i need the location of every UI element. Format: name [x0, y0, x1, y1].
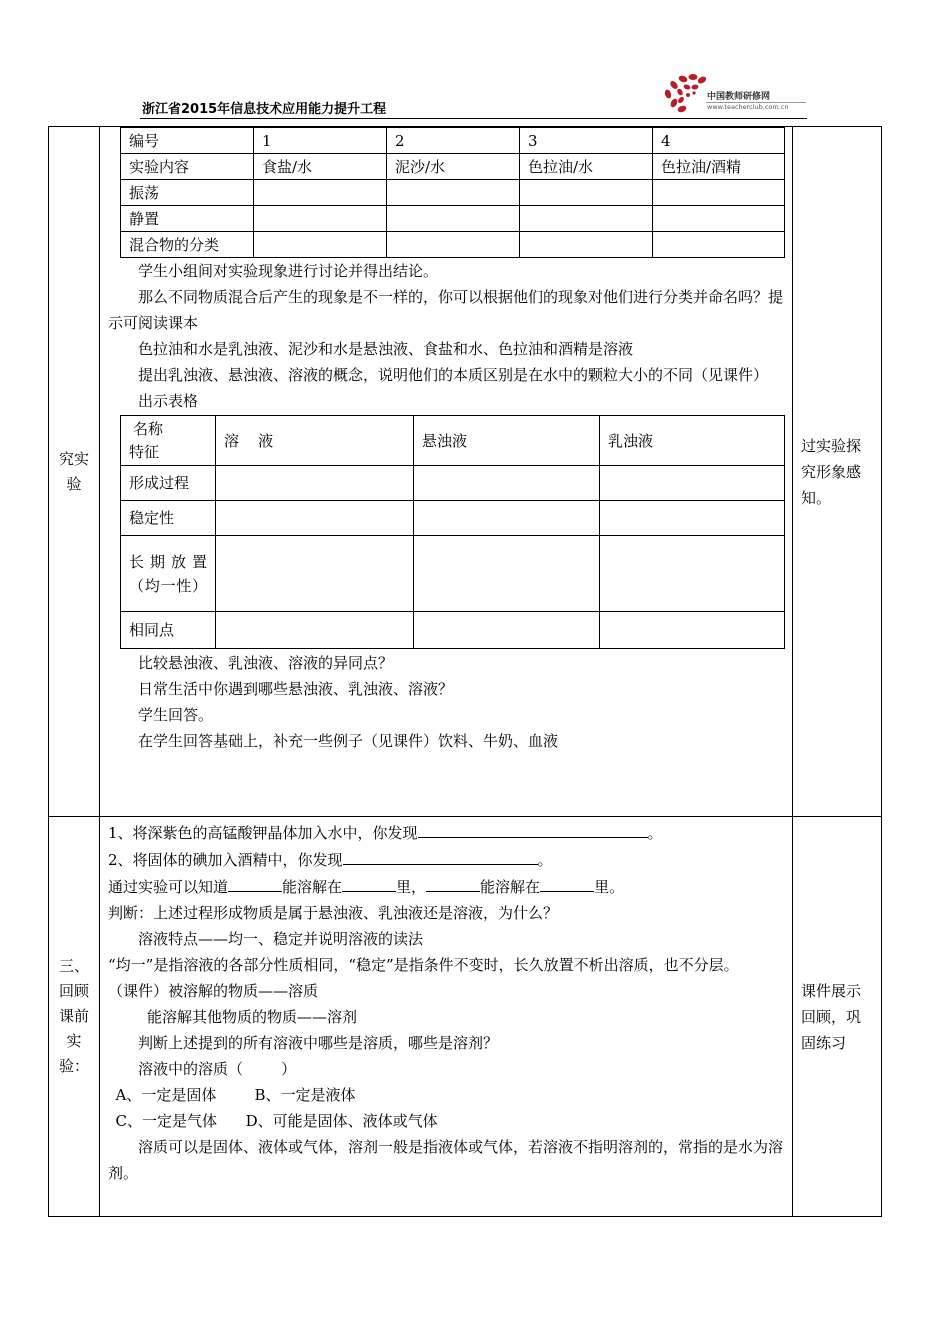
compare-cell [414, 612, 600, 649]
experiment-cell: 2 [387, 128, 520, 154]
section1-note: 过实验探究形象感知。 [793, 127, 882, 817]
blank-field[interactable] [418, 819, 648, 838]
compare-cell [216, 466, 414, 501]
solution-features: 溶液特点——均一、稳定并说明溶液的读法 [138, 930, 424, 948]
header-rule [140, 118, 807, 119]
experiment-row-header: 编号 [121, 128, 254, 154]
experiment-cell: 4 [653, 128, 785, 154]
compare-col-header: 溶 液 [216, 416, 414, 466]
experiment-cell: 泥沙/水 [387, 154, 520, 180]
experiment-row [121, 206, 785, 232]
para-student-answer: 学生回答。 [138, 706, 214, 724]
experiment-cell [520, 206, 653, 232]
blank-field[interactable] [426, 873, 480, 892]
experiment-cell [520, 232, 653, 258]
logo-text: 中国教师研修网 [707, 92, 771, 102]
experiment-cell [387, 206, 520, 232]
experiment-row [121, 232, 785, 258]
compare-col-header: 悬浊液 [414, 416, 600, 466]
para-classify: 那么不同物质混合后产生的现象是不一样的，你可以根据他们的现象对他们进行分类并命名吗？提示可阅读课本 [108, 288, 784, 332]
compare-col-header: 乳浊液 [600, 416, 785, 466]
para-compare: 比较悬浊液、乳浊液、溶液的异同点？ [138, 654, 394, 672]
lesson-plan-table [48, 126, 882, 1217]
compare-cell [414, 536, 600, 612]
experiment-cell [254, 180, 387, 206]
para-answer: 色拉油和水是乳浊液、泥沙和水是悬浊液、食盐和水、色拉油和酒精是溶液 [138, 340, 634, 358]
header-title: 浙江省2015年信息技术应用能力提升工程 [142, 102, 387, 117]
experiment-row-header: 振荡 [121, 180, 254, 206]
experiment-cell: 色拉油/水 [520, 154, 653, 180]
compare-cell [216, 612, 414, 649]
experiment-cell [254, 206, 387, 232]
experiment-cell [254, 232, 387, 258]
solvent-definition: 能溶解其他物质的物质——溶剂 [147, 1008, 358, 1026]
para-daily-life: 日常生活中你遇到哪些悬浊液、乳浊液、溶液？ [138, 680, 454, 698]
choice-options-cd: C、一定是气体 D、可能是固体、液体或气体 [115, 1112, 438, 1130]
experiment-row-header: 静置 [121, 206, 254, 232]
compare-cell [600, 612, 785, 649]
section2-label: 三、回顾课前实验： [49, 817, 100, 1217]
experiment-cell [387, 180, 520, 206]
logo-url: www.teacherclub.com.cn [707, 103, 789, 111]
solute-solvent-summary: 溶质可以是固体、液体或气体，溶剂一般是指液体或气体，若溶液不指明溶剂的，常指的是水为溶剂。 [108, 1138, 784, 1182]
solute-definition: （课件）被溶解的物质——溶质 [108, 982, 319, 1000]
experiment-row-header: 混合物的分类 [121, 232, 254, 258]
question-1: 1、将深紫色的高锰酸钾晶体加入水中，你发现 。 [108, 819, 784, 846]
question-2: 2、将固体的碘加入酒精中，你发现 。 [108, 846, 784, 873]
blank-field[interactable] [342, 873, 396, 892]
compare-row-header: 形成过程 [121, 466, 216, 501]
experiment-row [121, 180, 785, 206]
compare-cell [216, 501, 414, 536]
para-discussion: 学生小组间对实验现象进行讨论并得出结论。 [138, 262, 439, 280]
compare-cell [216, 536, 414, 612]
section-review-row [49, 817, 882, 1217]
compare-cell [600, 501, 785, 536]
section1-content [100, 127, 793, 817]
blank-field[interactable] [343, 846, 538, 865]
question-4: 判断：上述过程形成物质是属于悬浊液、乳浊液还是溶液，为什么？ [108, 904, 559, 922]
compare-cell [414, 466, 600, 501]
section1-label: 究实验 [49, 127, 100, 817]
experiment-cell: 3 [520, 128, 653, 154]
experiment-row [121, 154, 785, 180]
section2-content [100, 817, 793, 1217]
section-experiment-row [49, 127, 882, 817]
para-examples: 在学生回答基础上，补充一些例子（见课件）饮料、牛奶、血液 [138, 732, 559, 750]
compare-row-header: 长期放置（均一性） [121, 536, 216, 612]
experiment-cell: 食盐/水 [254, 154, 387, 180]
experiment-cell [653, 232, 785, 258]
choice-question: 溶液中的溶质（ ） [138, 1060, 297, 1078]
experiment-cell [653, 180, 785, 206]
blank-field[interactable] [228, 873, 282, 892]
compare-table [120, 415, 785, 649]
experiment-cell: 色拉油/酒精 [653, 154, 785, 180]
uniform-stable-definition: “均一”是指溶液的各部分性质相同，“稳定”是指条件不变时，长久放置不析出溶质，也不分层。 [108, 956, 739, 974]
para-concept: 提出乳浊液、悬浊液、溶液的概念，说明他们的本质区别是在水中的颗粒大小的不同（见课件） [138, 366, 769, 384]
compare-row-header: 稳定性 [121, 501, 216, 536]
judge-question: 判断上述提到的所有溶液中哪些是溶质，哪些是溶剂？ [138, 1034, 499, 1052]
experiment-table [120, 127, 785, 258]
experiment-row-header: 实验内容 [121, 154, 254, 180]
compare-cell [414, 501, 600, 536]
question-3: 通过实验可以知道 能溶解在 里， 能溶解在 里。 [108, 873, 784, 900]
choice-options-ab: A、一定是固体 B、一定是液体 [115, 1086, 356, 1104]
compare-cell [600, 536, 785, 612]
experiment-cell [387, 232, 520, 258]
section2-note: 课件展示回顾，巩固练习 [793, 817, 882, 1217]
experiment-cell: 1 [254, 128, 387, 154]
compare-corner: 名称 特征 [121, 416, 216, 466]
experiment-cell [653, 206, 785, 232]
compare-row-header: 相同点 [121, 612, 216, 649]
para-show-table: 出示表格 [138, 392, 199, 410]
experiment-row [121, 128, 785, 154]
experiment-cell [520, 180, 653, 206]
blank-field[interactable] [540, 873, 594, 892]
compare-cell [600, 466, 785, 501]
